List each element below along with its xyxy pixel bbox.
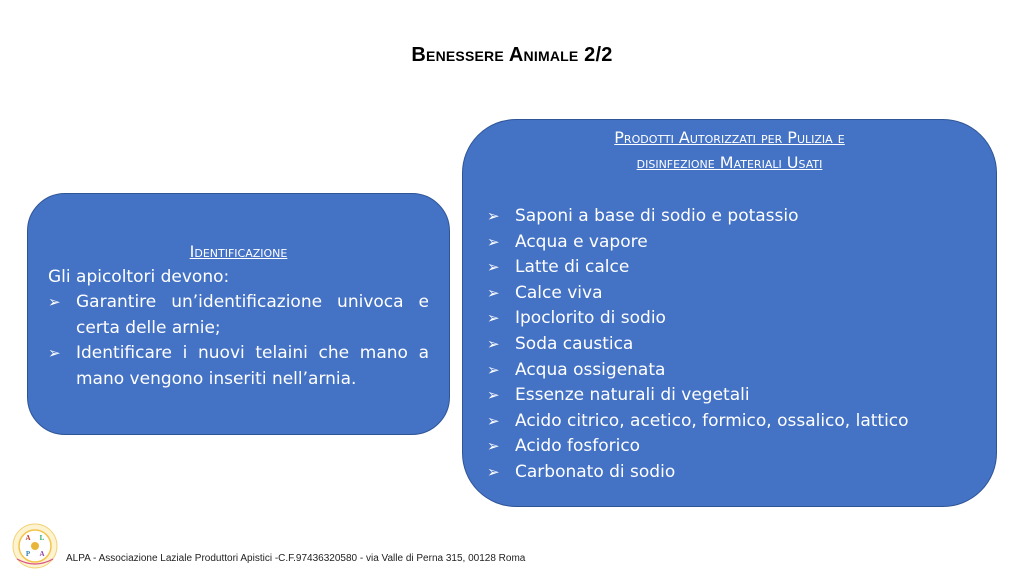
arrowhead-bullet-icon: ➢ bbox=[487, 207, 500, 225]
list-item-text: Identificare i nuovi telaini che mano a mano vengono inseriti nell’arnia. bbox=[76, 343, 429, 389]
logo-letter: L bbox=[39, 534, 45, 542]
list-item bbox=[487, 281, 972, 307]
identification-intro: Gli apicoltori devono: bbox=[48, 267, 230, 287]
list-item bbox=[487, 230, 972, 256]
arrowhead-bullet-icon: ➢ bbox=[487, 386, 500, 405]
footer-text: ALPA - Associazione Laziale Produttori Apistici -C.F.97436320580 - via Valle di Perna 315, 00128 Roma bbox=[66, 553, 526, 564]
identification-box bbox=[27, 193, 450, 435]
list-item bbox=[487, 383, 972, 409]
list-item-text: Acido citrico, acetico, formico, ossalico, lattico bbox=[515, 410, 909, 431]
arrowhead-bullet-icon: ➢ bbox=[487, 232, 500, 251]
list-item-text: Acido fosforico bbox=[515, 436, 641, 457]
arrowhead-bullet-icon: ➢ bbox=[487, 309, 500, 328]
list-item-text: Ipoclorito di sodio bbox=[515, 308, 666, 329]
alpa-logo bbox=[12, 523, 58, 569]
authorized-products-box bbox=[462, 119, 997, 507]
list-item-text: Essenze naturali di vegetali bbox=[515, 385, 750, 406]
list-item bbox=[487, 306, 972, 332]
list-item-text: Calce viva bbox=[515, 282, 603, 303]
arrowhead-bullet-icon: ➢ bbox=[48, 293, 61, 311]
arrowhead-bullet-icon: ➢ bbox=[487, 437, 500, 456]
arrowhead-bullet-icon: ➢ bbox=[487, 360, 500, 379]
list-item bbox=[48, 290, 429, 341]
logo-letter: A bbox=[39, 550, 45, 558]
identification-list bbox=[48, 290, 429, 392]
list-item-text: Garantire un’identificazione univoca e certa delle arnie; bbox=[76, 292, 429, 338]
list-item bbox=[487, 434, 972, 460]
arrowhead-bullet-icon: ➢ bbox=[487, 283, 500, 302]
products-heading-line-2: disinfezione Materiali Usati bbox=[636, 153, 823, 172]
identification-heading: Identificazione bbox=[189, 242, 288, 261]
arrowhead-bullet-icon: ➢ bbox=[487, 258, 500, 277]
list-item-text: Latte di calce bbox=[515, 257, 630, 278]
list-item-text: Acqua ossigenata bbox=[515, 359, 666, 380]
list-item bbox=[487, 204, 972, 230]
arrowhead-bullet-icon: ➢ bbox=[487, 411, 500, 430]
list-item-text: Soda caustica bbox=[515, 333, 634, 354]
products-heading-line-1: Prodotti Autorizzati per Pulizia e bbox=[614, 128, 845, 147]
list-item bbox=[487, 255, 972, 281]
list-item bbox=[487, 332, 972, 358]
list-item bbox=[487, 460, 972, 486]
arrowhead-bullet-icon: ➢ bbox=[487, 462, 500, 481]
arrowhead-bullet-icon: ➢ bbox=[487, 334, 500, 353]
list-item-text: Carbonato di sodio bbox=[515, 461, 676, 482]
arrowhead-bullet-icon: ➢ bbox=[48, 344, 61, 362]
list-item-text: Saponi a base di sodio e potassio bbox=[515, 206, 799, 226]
list-item-text: Acqua e vapore bbox=[515, 231, 648, 252]
slide-title: Benessere Animale 2/2 bbox=[411, 44, 613, 66]
logo-letter: P bbox=[25, 550, 31, 558]
list-item bbox=[48, 341, 429, 392]
logo-letter: A bbox=[25, 534, 31, 542]
list-item bbox=[487, 358, 972, 384]
list-item bbox=[487, 409, 972, 435]
products-list bbox=[487, 204, 972, 486]
